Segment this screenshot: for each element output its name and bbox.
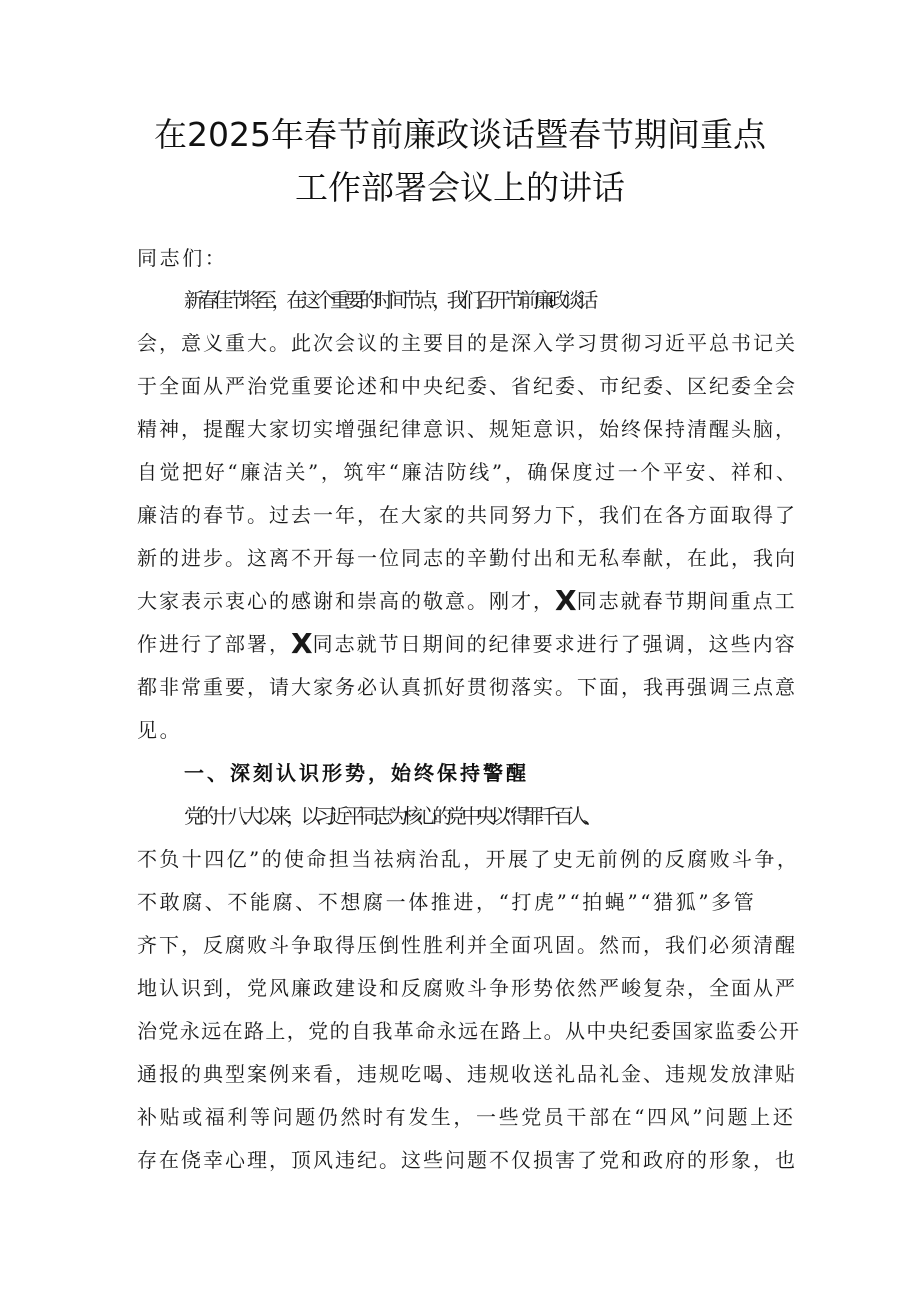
- paragraph-1-line-4: 精神，提醒大家切实增强纪律意识、规矩意识，始终保持清醒头脑，: [137, 417, 797, 441]
- placeholder-name-x: X: [291, 627, 313, 660]
- paragraph-2-line-5: 地认识到，党风廉政建设和反腐败斗争形势依然严峻复杂，全面从严: [137, 976, 797, 1000]
- paragraph-1-line-9-end: 同志就节日期间的纪律要求进行了强调，这些内容: [312, 632, 797, 656]
- paragraph-2-line-4: 齐下，反腐败斗争取得压倒性胜利并全面巩固。然而，我们必须清醒: [137, 933, 797, 957]
- paragraph-1-line-9-start: 作进行了部署，: [137, 632, 291, 656]
- paragraph-2-line-3: 不敢腐、不能腐、不想腐一体推进，“打虎”“拍蝇”“猎狐”多管: [137, 890, 757, 914]
- paragraph-1-line-8-end: 同志就春节期间重点工: [576, 589, 797, 613]
- paragraph-1-line-3: 于全面从严治党重要论述和中央纪委、省纪委、市纪委、区纪委全会: [137, 374, 797, 398]
- paragraph-2-line-2: 不负十四亿”的使命担当祛病治乱，开展了史无前例的反腐败斗争，: [137, 847, 800, 871]
- paragraph-2-line-6: 治党永远在路上，党的自我革命永远在路上。从中央纪委国家监委公开: [137, 1019, 801, 1043]
- section-heading-1: 一、深刻认识形势，始终保持警醒: [184, 761, 529, 785]
- paragraph-1-line-10: 都非常重要，请大家务必认真抓好贯彻落实。下面，我再强调三点意: [137, 675, 797, 699]
- paragraph-1-line-9: [137, 629, 797, 659]
- document-title-line-1: 在2025年春节前廉政谈话暨春节期间重点: [154, 115, 766, 154]
- placeholder-name-x: X: [555, 584, 577, 617]
- paragraph-1-line-6: 廉洁的春节。过去一年，在大家的共同努力下，我们在各方面取得了: [137, 503, 797, 527]
- paragraph-1-line-5: 自觉把好“廉洁关”，筑牢“廉洁防线”，确保度过一个平安、祥和、: [137, 460, 799, 484]
- document-title-line-2: 工作部署会议上的讲话: [295, 168, 625, 207]
- salutation: 同志们：: [137, 246, 228, 270]
- paragraph-1-line-8-start: 大家表示衷心的感谢和崇高的敬意。刚才，: [137, 589, 555, 613]
- paragraph-2-line-8: 补贴或福利等问题仍然时有发生，一些党员干部在“四风”问题上还: [137, 1105, 796, 1129]
- paragraph-2-line-9: 存在侥幸心理，顶风违纪。这些问题不仅损害了党和政府的形象，也: [137, 1148, 797, 1172]
- paragraph-1-line-7: 新的进步。这离不开每一位同志的辛勤付出和无私奉献，在此，我向: [137, 546, 797, 570]
- paragraph-2-line-7: 通报的典型案例来看，违规吃喝、违规收送礼品礼金、违规发放津贴: [137, 1062, 797, 1086]
- paragraph-1-line-2: 会，意义重大。此次会议的主要目的是深入学习贯彻习近平总书记关: [137, 331, 797, 355]
- paragraph-1-line-1: 新春佳节将至，在这个重要的时间节点，我们召开节前廉政谈话: [184, 288, 593, 312]
- paragraph-1-line-11: 见。: [137, 718, 183, 742]
- paragraph-2-line-1: 党的十八大以来，以习近平同志为核心的党中央以“得罪千百人、: [184, 804, 598, 828]
- paragraph-1-line-8: [137, 586, 797, 616]
